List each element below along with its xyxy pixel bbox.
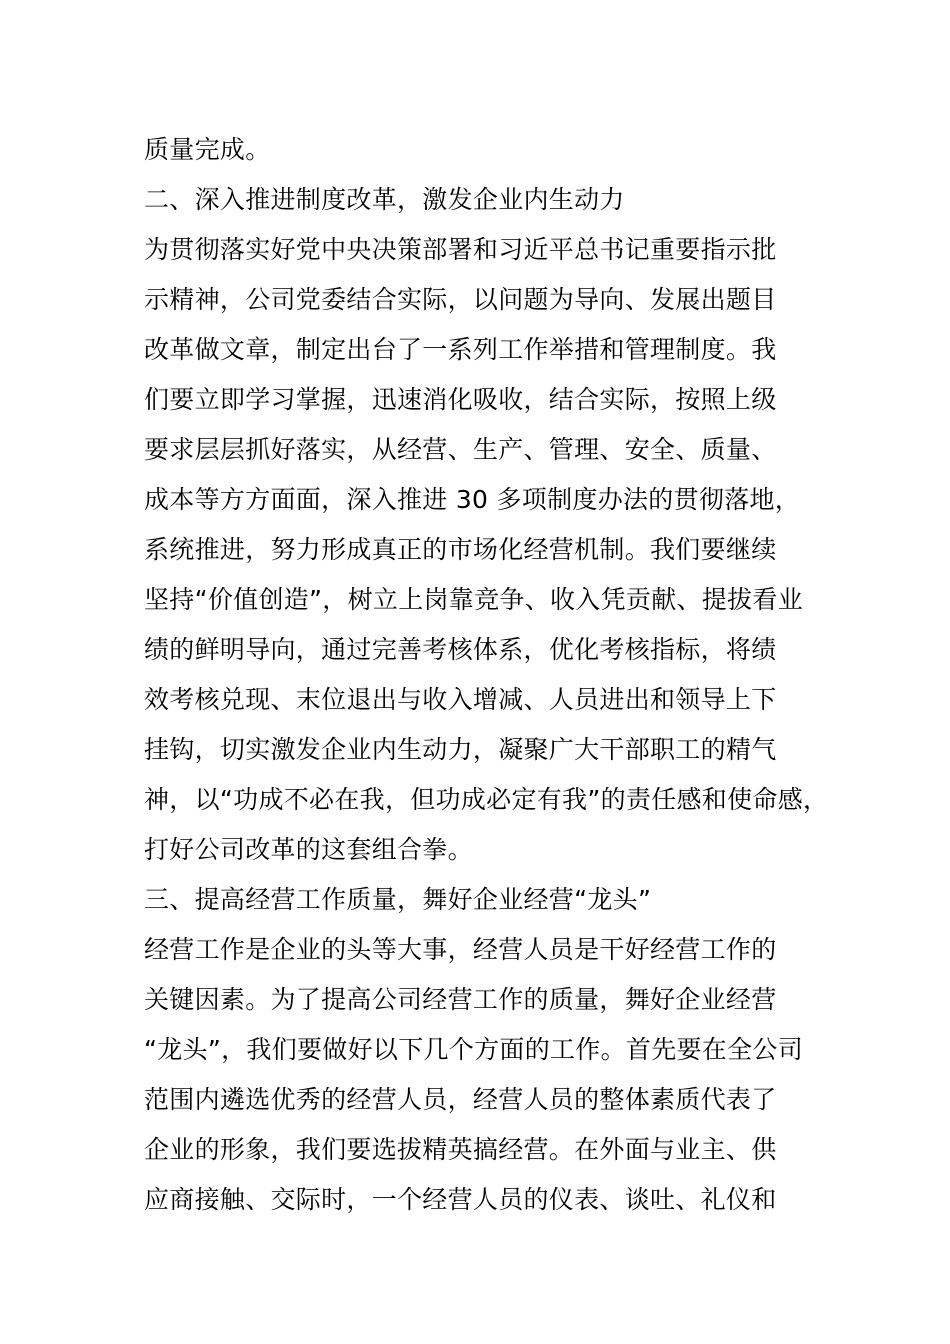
text-line: 改革做文章，制定出台了一系列工作举措和管理制度。我 — [144, 335, 777, 364]
text-line: 应商接触、交际时，一个经营人员的仪表、谈吐、礼仪和 — [144, 1185, 777, 1214]
text-line: “龙头”，我们要做好以下几个方面的工作。首先要在全公司 — [144, 1035, 804, 1064]
text-line: 打好公司改革的这套组合拳。 — [144, 835, 473, 864]
text-line: 质量完成。 — [144, 135, 271, 164]
section-heading: 二、深入推进制度改革，激发企业内生动力 — [144, 185, 625, 214]
text-line: 要求层层抓好落实，从经营、生产、管理、安全、质量、 — [144, 435, 777, 464]
text-line: 经营工作是企业的头等大事，经营人员是干好经营工作的 — [144, 935, 777, 964]
text-line: 效考核兑现、末位退出与收入增减、人员进出和领导上下 — [144, 685, 777, 714]
text-line: 们要立即学习掌握，迅速消化吸收，结合实际，按照上级 — [144, 385, 777, 414]
section-heading: 三、提高经营工作质量，舞好企业经营“龙头” — [144, 885, 652, 914]
text-line: 坚持“价值创造”，树立上岗靠竞争、收入凭贡献、提拔看业 — [144, 585, 804, 614]
text-line: 范围内遴选优秀的经营人员，经营人员的整体素质代表了 — [144, 1085, 777, 1114]
text-line: 企业的形象，我们要选拔精英搞经营。在外面与业主、供 — [144, 1135, 777, 1164]
text-line: 关键因素。为了提高公司经营工作的质量，舞好企业经营 — [144, 985, 777, 1014]
text-line: 成本等方方面面，深入推进 30 多项制度办法的贯彻落地， — [144, 485, 801, 514]
text-line: 挂钩，切实激发企业内生动力，凝聚广大干部职工的精气 — [144, 735, 777, 764]
text-line: 系统推进，努力形成真正的市场化经营机制。我们要继续 — [144, 535, 777, 564]
text-line: 为贯彻落实好党中央决策部署和习近平总书记重要指示批 — [144, 235, 777, 264]
text-line: 绩的鲜明导向，通过完善考核体系，优化考核指标，将绩 — [144, 635, 777, 664]
text-line: 神，以“功成不必在我，但功成必定有我”的责任感和使命感， — [144, 785, 829, 814]
text-line: 示精神，公司党委结合实际，以问题为导向、发展出题目 — [144, 285, 777, 314]
